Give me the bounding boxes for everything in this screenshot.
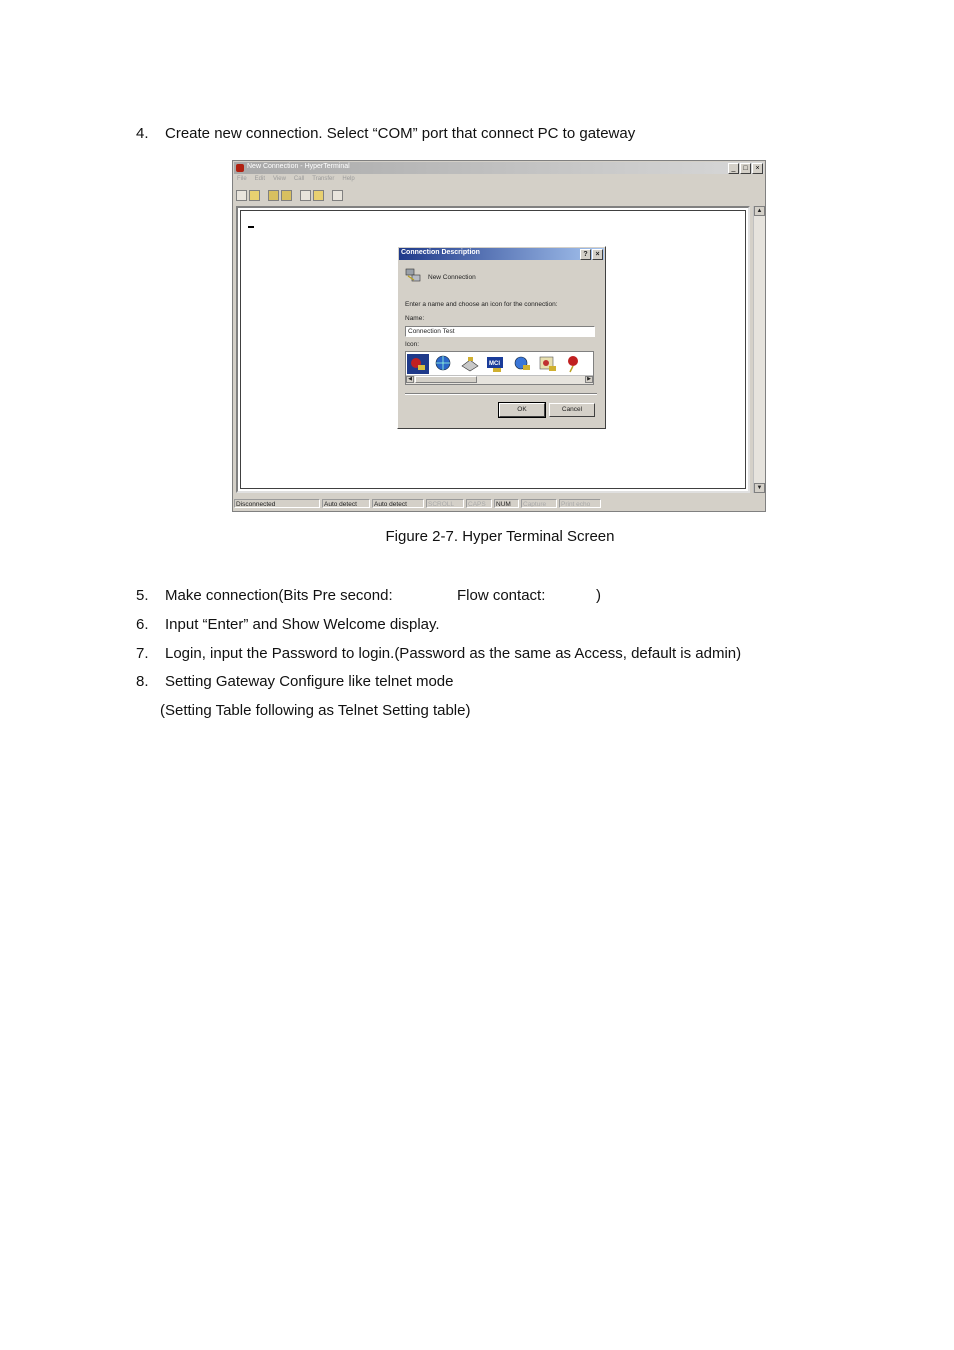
status-bar: [233, 497, 765, 511]
setting-note: (Setting Table following as Telnet Setting table): [160, 702, 471, 719]
connect-icon[interactable]: [268, 190, 279, 201]
menu-transfer[interactable]: Transfer: [312, 176, 335, 182]
scroll-left-icon[interactable]: ◀: [406, 376, 414, 383]
minimize-icon[interactable]: _: [728, 163, 739, 174]
status-print-echo: Print echo: [559, 499, 601, 508]
red-phone-icon[interactable]: [407, 354, 429, 374]
status-detect-1: Auto detect: [322, 499, 370, 508]
close-icon[interactable]: ×: [752, 163, 763, 174]
step-text: Create new connection. Select “COM” port that connect PC to gateway: [165, 125, 636, 142]
status-capture: Capture: [521, 499, 557, 508]
step-text: Login, input the Password to login.(Password as the same as Access, default is admin): [165, 645, 742, 662]
send-icon[interactable]: [300, 190, 311, 201]
menu-edit[interactable]: Edit: [254, 176, 266, 182]
vertical-scrollbar[interactable]: [753, 206, 765, 493]
step-number: 7.: [136, 645, 149, 662]
red-handset-icon[interactable]: [563, 354, 585, 374]
step-number: 5.: [136, 587, 149, 604]
step-7: [136, 645, 741, 662]
maximize-icon[interactable]: □: [740, 163, 751, 174]
step-6: [136, 616, 440, 633]
svg-text:MCI: MCI: [489, 361, 500, 367]
status-caps: CAPS: [466, 499, 492, 508]
calendar-phone-icon[interactable]: [537, 354, 559, 374]
menu-help[interactable]: Help: [342, 176, 355, 182]
divider: [405, 393, 597, 395]
dialog-titlebar: [399, 248, 604, 260]
cancel-button[interactable]: Cancel: [549, 403, 595, 417]
step-5: [136, 587, 601, 604]
step-4: [136, 125, 635, 142]
step-number: 6.: [136, 616, 149, 633]
status-num: NUM: [494, 499, 519, 508]
scroll-up-icon[interactable]: ▲: [754, 206, 765, 216]
network-globe-icon[interactable]: [511, 354, 533, 374]
window-titlebar: [234, 162, 764, 174]
scroll-thumb[interactable]: [415, 376, 477, 383]
connection-description-dialog: [397, 246, 606, 429]
figure-caption: Figure 2-7. Hyper Terminal Screen: [385, 528, 615, 545]
help-icon[interactable]: ?: [580, 249, 591, 260]
menu-file[interactable]: File: [237, 176, 247, 182]
icon-scrollbar[interactable]: [406, 375, 593, 384]
connection-name-field[interactable]: Connection Test: [405, 326, 595, 337]
dialog-instruction: Enter a name and choose an icon for the connection:: [405, 301, 558, 308]
status-connection: Disconnected: [234, 499, 320, 508]
window-title: New Connection - HyperTerminal: [247, 163, 350, 170]
computer-phone-icon[interactable]: [459, 354, 481, 374]
ok-button[interactable]: OK: [499, 403, 545, 417]
globe-icon[interactable]: [433, 354, 455, 374]
step-8: [136, 673, 454, 690]
disconnect-icon[interactable]: [281, 190, 292, 201]
step-number: 4.: [136, 125, 149, 142]
menu-call[interactable]: Call: [293, 176, 305, 182]
scroll-right-icon[interactable]: ▶: [585, 376, 593, 383]
mci-icon[interactable]: [485, 354, 507, 374]
status-detect-2: Auto detect: [372, 499, 424, 508]
properties-icon[interactable]: [332, 190, 343, 201]
menu-view[interactable]: View: [273, 176, 286, 182]
step-text: Make connection(Bits Pre second:: [165, 587, 393, 604]
phone-connection-icon: [405, 266, 422, 283]
receive-icon[interactable]: [313, 190, 324, 201]
toolbar: [236, 188, 343, 202]
dialog-title: Connection Description: [401, 249, 480, 256]
hyperterminal-screenshot: [232, 160, 766, 512]
hyperterminal-icon: [236, 164, 244, 172]
status-scroll: SCROLL: [426, 499, 464, 508]
scroll-down-icon[interactable]: ▼: [754, 483, 765, 493]
icon-picker[interactable]: [405, 351, 594, 385]
dialog-heading: New Connection: [428, 274, 476, 281]
flow-contact-label: Flow contact:: [457, 587, 546, 604]
name-label: Name:: [405, 315, 425, 322]
dialog-close-icon[interactable]: ×: [592, 249, 603, 260]
open-folder-icon[interactable]: [249, 190, 260, 201]
menu-bar: [237, 176, 355, 182]
step-number: 8.: [136, 673, 149, 690]
step-text: Setting Gateway Configure like telnet mode: [165, 673, 454, 690]
cursor: [248, 226, 254, 228]
icon-label: Icon:: [405, 341, 420, 348]
step-text: Input “Enter” and Show Welcome display.: [165, 616, 440, 633]
closing-paren: ): [596, 587, 601, 604]
new-file-icon[interactable]: [236, 190, 247, 201]
